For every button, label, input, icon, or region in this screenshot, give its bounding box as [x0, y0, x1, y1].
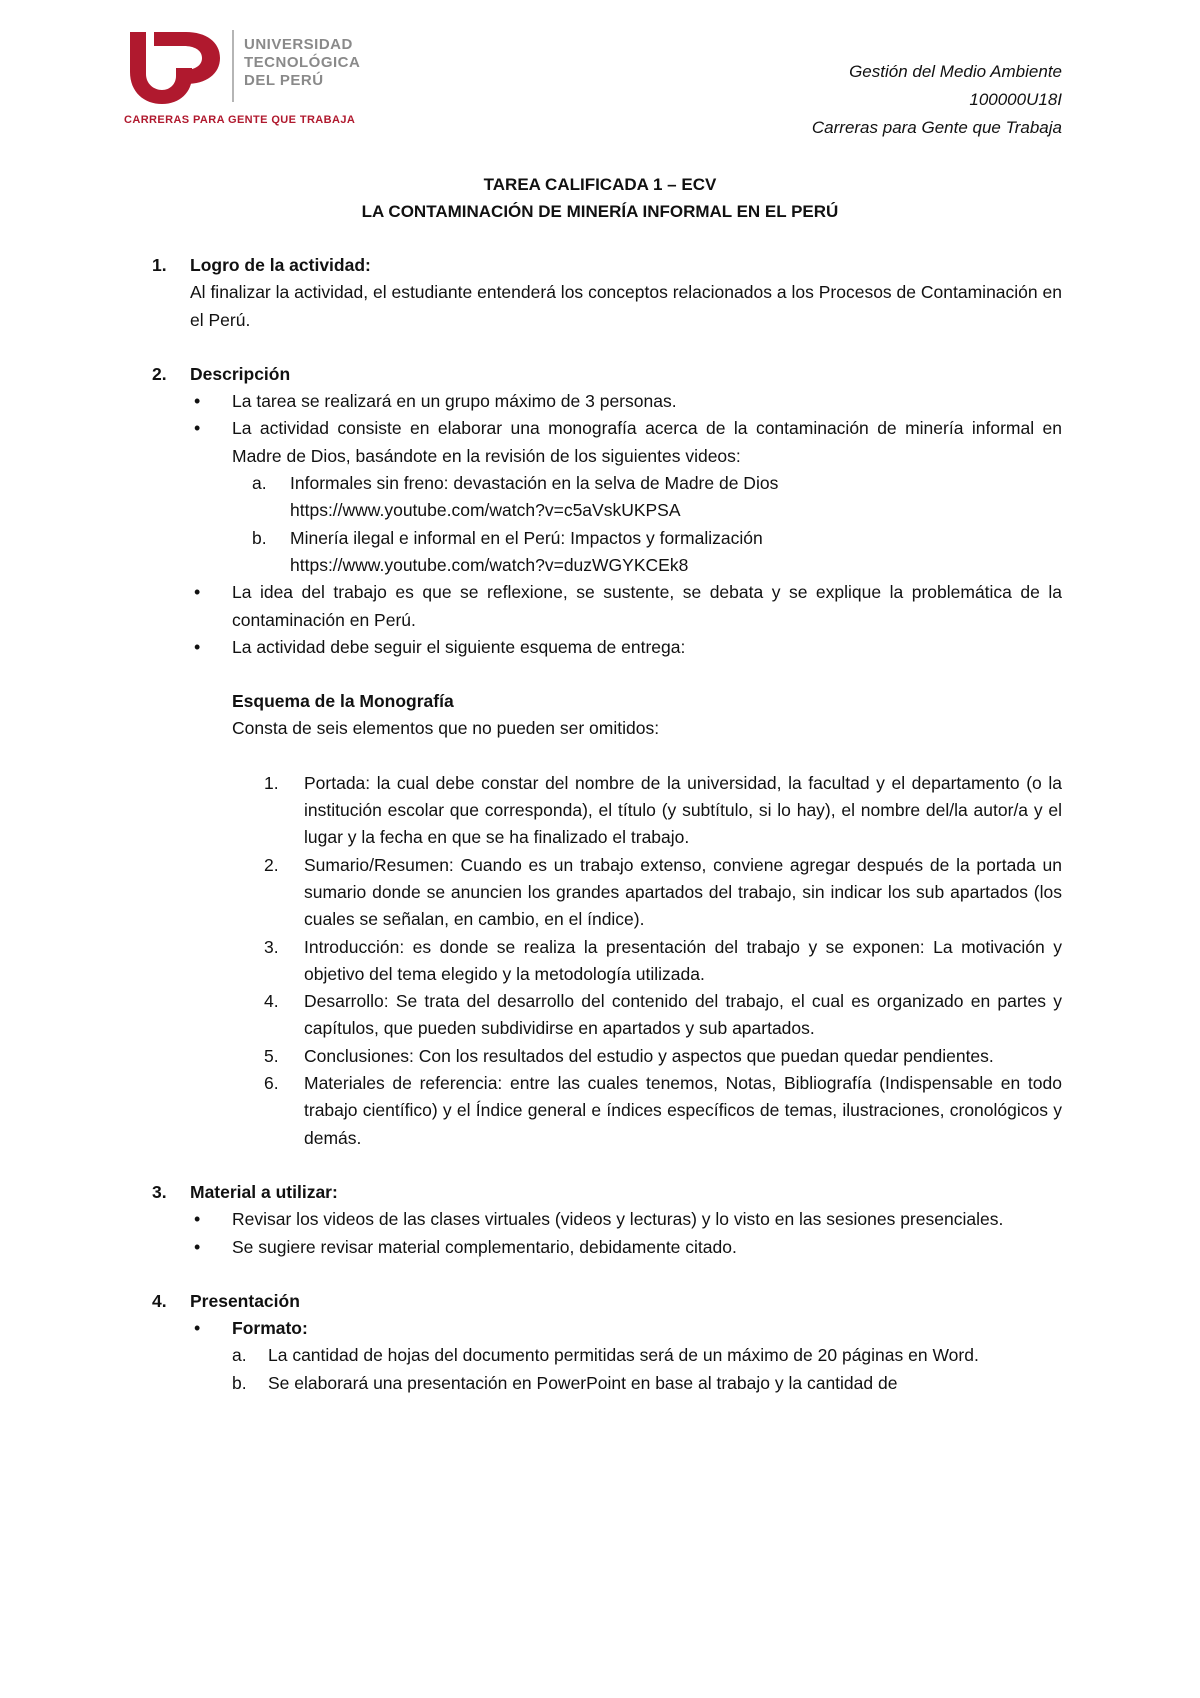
section-logro: [152, 252, 1062, 334]
list-marker: 1.: [264, 772, 279, 793]
logo-line-2: TECNOLÓGICA: [244, 54, 361, 71]
logo-line-3: DEL PERÚ: [244, 72, 324, 89]
section-number: 2.: [152, 363, 167, 384]
esquema-item-text: Portada: la cual debe constar del nombre de la universidad, la facultad y el departamento (o la institución escolar que corresponda), el título (y subtítulo, si lo hay), el nombre del/la autor/a y el lugar y la fecha en que se ha finalizado el trabajo.: [304, 772, 1062, 848]
esquema-item-text: Materiales de referencia: entre las cuales tenemos, Notas, Bibliografía (Indispensable en todo trabajo científico) y el Índice general e índices específicos de temas, ilustraciones, cronológicos y demás.: [304, 1073, 1062, 1148]
list-marker: a.: [252, 473, 267, 494]
bullet-item: [152, 388, 1062, 415]
video-title: Minería ilegal e informal en el Perú: Impactos y formalización: [290, 527, 763, 548]
bullet-item: [152, 579, 1062, 634]
video-item: [152, 470, 1062, 525]
bullet-text: Revisar los videos de las clases virtuales (videos y lecturas) y lo visto en las sesiones presenciales.: [232, 1209, 1004, 1230]
list-marker: 5.: [264, 1045, 279, 1066]
esquema-item: [232, 988, 1062, 1043]
bullet-text: La idea del trabajo es que se reflexione, se sustente, se debata y se explique la problemática de la contaminación en Perú.: [232, 582, 1062, 630]
university-logo: [124, 26, 384, 134]
logo-divider: [232, 30, 234, 102]
bullet-item: [152, 1206, 1062, 1233]
bullet-list: [152, 388, 1062, 661]
esquema-list: [152, 770, 1062, 1152]
video-link[interactable]: https://www.youtube.com/watch?v=duzWGYKCEk8: [290, 554, 689, 575]
bullet-text: La actividad consiste en elaborar una monografía acerca de la contaminación de minería informal en Madre de Dios, basándote en la revisión de los siguientes videos:: [232, 418, 1062, 466]
utp-logo-icon: [124, 26, 224, 108]
formato-item: [152, 1370, 1062, 1397]
esquema-item: [232, 852, 1062, 934]
esquema-item-text: Sumario/Resumen: Cuando es un trabajo extenso, conviene agregar después de la portada un sumario donde se anuncien los grandes apartados del trabajo, sin indicar los sub apartados (los cuales se señalan, en cambio, en el índice).: [304, 854, 1062, 930]
logo-tagline: CARRERAS PARA GENTE QUE TRABAJA: [124, 114, 356, 126]
esquema-intro: Consta de seis elementos que no pueden ser omitidos:: [232, 718, 660, 739]
list-marker: b.: [232, 1372, 247, 1393]
esquema-block: [232, 688, 1062, 743]
logo-wordmark: [244, 36, 360, 90]
bullet-item: [152, 634, 1062, 661]
section-number: 1.: [152, 255, 167, 275]
document-title: TAREA CALIFICADA 1 – ECV: [483, 175, 717, 194]
esquema-title: Esquema de la Monografía: [232, 691, 454, 712]
esquema-item-text: Conclusiones: Con los resultados del estudio y aspectos que puedan quedar pendientes.: [304, 1045, 994, 1066]
video-list: [152, 470, 1062, 579]
section-heading: Descripción: [190, 363, 291, 384]
program-name: Carreras para Gente que Trabaja: [811, 118, 1062, 137]
bullet-item: [152, 1234, 1062, 1261]
document-subtitle: LA CONTAMINACIÓN DE MINERÍA INFORMAL EN EL PERÚ: [361, 202, 839, 221]
section-heading: Material a utilizar:: [190, 1181, 338, 1202]
bullet-item: [152, 415, 1062, 579]
video-link[interactable]: https://www.youtube.com/watch?v=c5aVskUKPSA: [290, 500, 681, 521]
esquema-item-text: Desarrollo: Se trata del desarrollo del contenido del trabajo, el cual es organizado en partes y capítulos, que pueden subdividirse en apartados y sub apartados.: [304, 991, 1062, 1039]
list-marker: a.: [232, 1345, 247, 1366]
course-name: Gestión del Medio Ambiente: [849, 62, 1062, 81]
esquema-item-text: Introducción: es donde se realiza la presentación del trabajo y se exponen: La motivación y objetivo del tema elegido y la metodología utilizada.: [304, 936, 1062, 984]
formato-list: [152, 1342, 1062, 1397]
section-heading: Logro de la actividad:: [190, 255, 371, 275]
list-marker: 6.: [264, 1073, 279, 1094]
video-title: Informales sin freno: devastación en la selva de Madre de Dios: [290, 473, 779, 494]
section-material: [152, 1179, 1062, 1261]
document-body: [152, 252, 1062, 1397]
list-marker: b.: [252, 527, 267, 548]
esquema-item: [232, 934, 1062, 989]
bullet-text: La tarea se realizará en un grupo máximo de 3 personas.: [232, 391, 677, 412]
section-heading: Presentación: [190, 1290, 300, 1311]
header-course-info: [812, 58, 1062, 142]
esquema-item: [232, 1043, 1062, 1070]
esquema-item: [232, 1070, 1062, 1152]
bullet-item: [152, 1315, 1062, 1342]
section-presentacion: [152, 1288, 1062, 1397]
formato-label: Formato:: [232, 1318, 308, 1339]
section-number: 4.: [152, 1290, 167, 1311]
esquema-item: [232, 770, 1062, 852]
logo-line-1: UNIVERSIDAD: [244, 36, 353, 53]
bullet-list: [152, 1206, 1062, 1261]
course-code: 100000U18I: [969, 90, 1062, 109]
formato-item-text: La cantidad de hojas del documento permitidas será de un máximo de 20 páginas en Word.: [268, 1345, 979, 1366]
list-marker: 4.: [264, 991, 279, 1012]
bullet-list: [152, 1315, 1062, 1342]
formato-item: [152, 1342, 1062, 1369]
bullet-text: Se sugiere revisar material complementario, debidamente citado.: [232, 1236, 737, 1257]
section-number: 3.: [152, 1181, 167, 1202]
formato-item-text: Se elaborará una presentación en PowerPoint en base al trabajo y la cantidad de: [268, 1372, 898, 1393]
video-item: [152, 525, 1062, 580]
section-text: Al finalizar la actividad, el estudiante entenderá los conceptos relacionados a los Procesos de Contaminación en el Perú.: [190, 282, 1062, 330]
list-marker: 2.: [264, 854, 279, 875]
section-descripcion: [152, 361, 1062, 1152]
bullet-text: La actividad debe seguir el siguiente esquema de entrega:: [232, 636, 686, 657]
list-marker: 3.: [264, 936, 279, 957]
